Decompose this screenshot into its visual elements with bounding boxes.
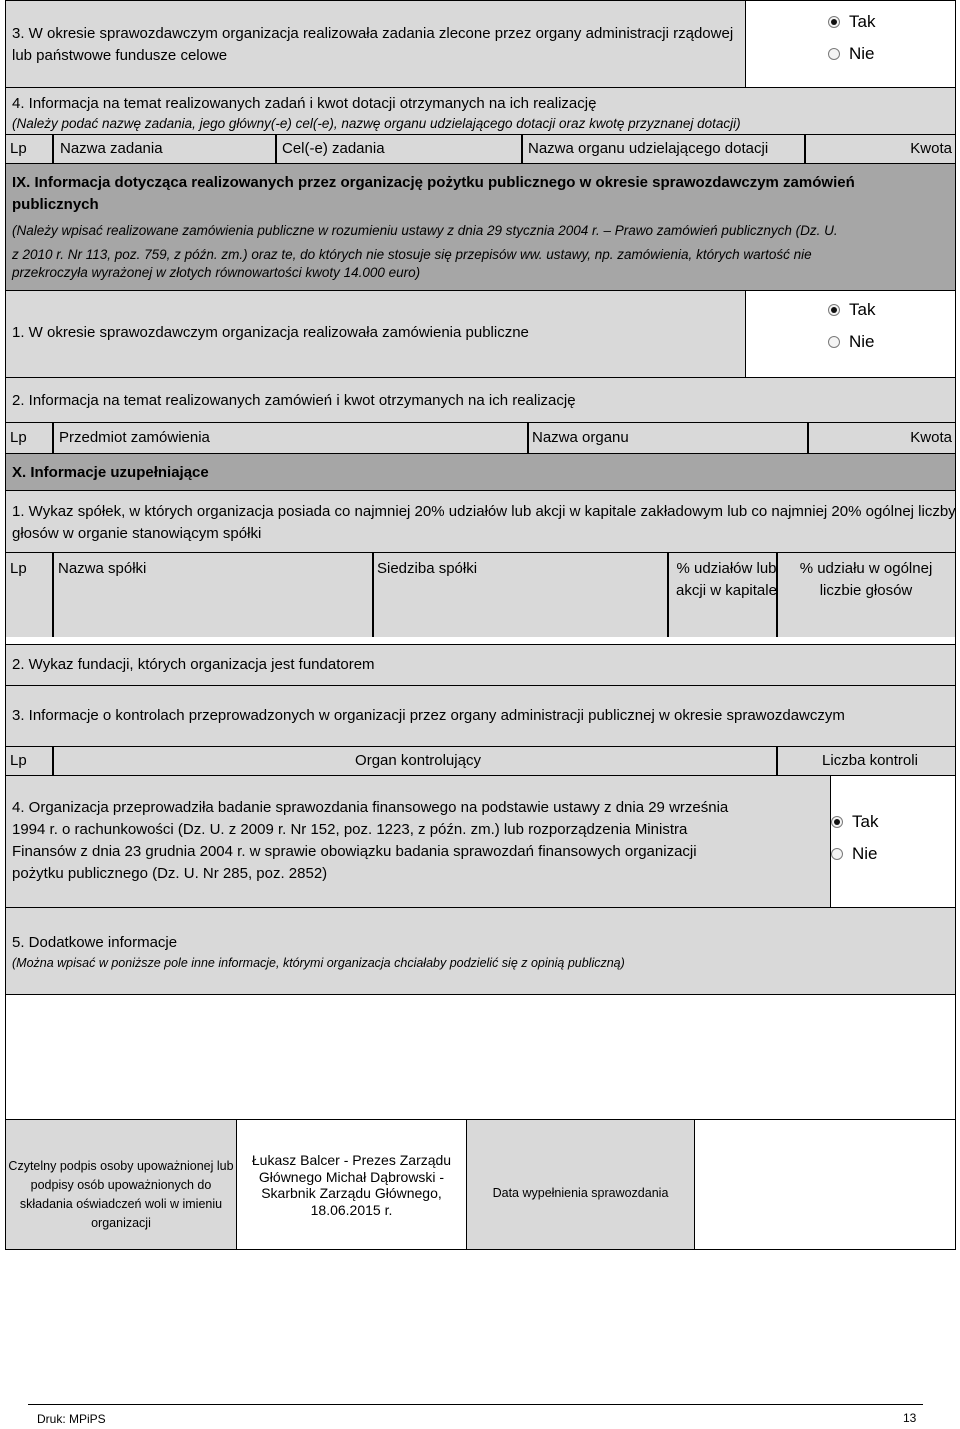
divider bbox=[52, 552, 54, 638]
q4-col-authority: Nazwa organu udzielającego dotacji bbox=[528, 140, 769, 157]
q4-table-header bbox=[5, 134, 956, 164]
signature-label: Czytelny podpis osoby upoważnionej lub podpisy osób upoważnionych do składania oświadczeń woli w imieniu organizacji bbox=[8, 1159, 234, 1230]
s9-q1-question-cell bbox=[5, 290, 746, 378]
s9-q2-text: 2. Informacja na temat realizowanych zamówień i kwot otrzymanych na ich realizację bbox=[12, 392, 576, 409]
radio-checked-icon[interactable] bbox=[828, 16, 840, 28]
date-value-cell[interactable] bbox=[694, 1119, 956, 1250]
divider bbox=[275, 134, 277, 164]
divider bbox=[527, 422, 529, 454]
q3-radio-group bbox=[828, 6, 875, 70]
divider bbox=[372, 552, 374, 638]
s10-q1-table-header bbox=[5, 552, 956, 638]
s9-q2-col-amount: Kwota bbox=[910, 429, 952, 446]
divider bbox=[52, 422, 54, 454]
radio-checked-icon[interactable] bbox=[828, 304, 840, 316]
divider bbox=[804, 134, 806, 164]
q4-title: 4. Informacja na temat realizowanych zadań i kwot dotacji otrzymanych na ich realizację bbox=[12, 95, 597, 112]
radio-checked-icon[interactable] bbox=[831, 816, 843, 828]
s9-q1-text: 1. W okresie sprawozdawczym organizacja realizowała zamówienia publiczne bbox=[12, 324, 529, 341]
s9-q2-col-authority: Nazwa organu bbox=[532, 429, 629, 446]
s9-q1-option-yes[interactable]: Tak bbox=[828, 294, 875, 326]
s9-title: IX. Informacja dotycząca realizowanych przez organizację pożytku publicznego w okresie sprawozdawczym zamówień publicznych bbox=[12, 174, 855, 213]
s9-note-line2: z 2010 r. Nr 113, poz. 759, z późn. zm.) oraz te, do których nie stosuje się przepisów ww. ustawy, np. zamówienia, których wartość nie bbox=[12, 247, 812, 262]
q4-header-cell bbox=[5, 87, 956, 135]
q3-question-text: 3. W okresie sprawozdawczym organizacja realizowała zadania zlecone przez organy administracji rządowej lub państwowe fundusze celowe bbox=[12, 25, 734, 64]
s10-q5-title: 5. Dodatkowe informacje bbox=[12, 934, 178, 951]
q3-answer-cell bbox=[745, 0, 956, 88]
s10-q1-col-votes: % udziału w ogólnej liczbie głosów bbox=[799, 560, 933, 599]
s10-q3-cell bbox=[5, 685, 956, 747]
s10-q4-option-yes[interactable]: Tak bbox=[831, 806, 878, 838]
s10-q5-input-area[interactable] bbox=[5, 994, 956, 1120]
s9-q2-table-header bbox=[5, 422, 956, 454]
q3-option-yes[interactable]: Tak bbox=[828, 6, 875, 38]
divider bbox=[776, 746, 778, 776]
s10-q1-col-lp: Lp bbox=[10, 560, 27, 577]
s9-q2-col-subject: Przedmiot zamówienia bbox=[59, 429, 210, 446]
q3-option-no[interactable]: Nie bbox=[828, 38, 875, 70]
s10-q3-table-header bbox=[5, 746, 956, 776]
s10-header-cell bbox=[5, 453, 956, 491]
q3-question-cell bbox=[5, 0, 746, 88]
s10-q1-col-company: Nazwa spółki bbox=[58, 560, 147, 577]
q4-col-lp: Lp bbox=[10, 140, 27, 157]
s10-q5-note: (Można wpisać w poniższe pole inne informacje, którymi organizacja chciałaby podzielić się z opinią publiczną) bbox=[12, 956, 625, 970]
divider bbox=[667, 552, 669, 638]
s10-q2-text: 2. Wykaz fundacji, których organizacja jest fundatorem bbox=[12, 656, 375, 673]
date-label: Data wypełnienia sprawozdania bbox=[492, 1186, 669, 1200]
footer-rule bbox=[28, 1404, 923, 1405]
s10-q4-radio-group bbox=[831, 806, 878, 870]
q4-col-amount: Kwota bbox=[910, 140, 952, 157]
radio-unchecked-icon[interactable] bbox=[831, 848, 843, 860]
s10-q2-cell bbox=[5, 644, 956, 686]
s10-q3-text: 3. Informacje o kontrolach przeprowadzonych w organizacji przez organy administracji publicznej w okresie sprawozdawczym bbox=[12, 707, 845, 724]
q4-col-task-goal: Cel(-e) zadania bbox=[282, 140, 385, 157]
page-number: 13 bbox=[903, 1411, 917, 1425]
signature-value-cell[interactable] bbox=[236, 1119, 467, 1250]
s10-q3-col-lp: Lp bbox=[10, 752, 27, 769]
s10-q4-question-cell bbox=[5, 775, 831, 908]
s9-q1-answer-cell bbox=[745, 290, 956, 378]
radio-unchecked-icon[interactable] bbox=[828, 48, 840, 60]
signature-value: Łukasz Balcer - Prezes Zarządu Głównego Michał Dąbrowski - Skarbnik Zarządu Głównego, 18.06.2015 r. bbox=[251, 1152, 452, 1218]
s9-q1-option-no[interactable]: Nie bbox=[828, 326, 875, 358]
s10-q1-header-cell bbox=[5, 490, 956, 553]
s10-q5-header-cell bbox=[5, 907, 956, 995]
s10-q4-text: 4. Organizacja przeprowadziła badanie sprawozdania finansowego na podstawie ustawy z dnia 29 września 1994 r. o rachunkowości (Dz. U. z 2009 r. Nr 152, poz. 1223, z późn. zm.) lub rozporządzenia Ministra Finansów z dnia 23 grudnia 2004 r. w sprawie obowiązku badania sprawozdań finansowych organizacji pożytku publicznego (Dz. U. Nr 285, poz. 2852) bbox=[12, 799, 729, 882]
s10-q1-col-seat: Siedziba spółki bbox=[377, 560, 478, 577]
date-label-cell bbox=[466, 1119, 695, 1250]
s9-note-line3: przekroczyła wyrażonej w złotych równowartości kwoty 14.000 euro) bbox=[12, 265, 421, 280]
q4-note: (Należy podać nazwę zadania, jego główny(-e) cel(-e), nazwę organu udzielającego dotacji oraz kwotę przyznanej dotacji) bbox=[12, 116, 741, 131]
signature-label-cell bbox=[5, 1119, 237, 1250]
s10-title: X. Informacje uzupełniające bbox=[12, 464, 209, 481]
s9-q1-radio-group bbox=[828, 294, 875, 358]
s10-q3-col-authority: Organ kontrolujący bbox=[355, 752, 481, 769]
q4-col-task-name: Nazwa zadania bbox=[60, 140, 163, 157]
s10-q3-col-count: Liczba kontroli bbox=[822, 752, 918, 769]
radio-unchecked-icon[interactable] bbox=[828, 336, 840, 348]
s9-note-line1: (Należy wpisać realizowane zamówienia publiczne w rozumieniu ustawy z dnia 29 stycznia 2004 r. – Prawo zamówień publicznych (Dz. U. bbox=[12, 223, 838, 238]
s10-q1-col-shares: % udziałów lub akcji w kapitale bbox=[676, 560, 777, 599]
s9-q2-col-lp: Lp bbox=[10, 429, 27, 446]
divider bbox=[807, 422, 809, 454]
s9-q2-header-cell bbox=[5, 377, 956, 423]
divider bbox=[776, 552, 778, 638]
s9-header-cell bbox=[5, 163, 956, 291]
divider bbox=[521, 134, 523, 164]
divider bbox=[52, 746, 54, 776]
footer-print: Druk: MPiPS bbox=[37, 1412, 106, 1426]
s10-q4-answer-cell bbox=[830, 775, 956, 908]
s10-q1-text: 1. Wykaz spółek, w których organizacja posiada co najmniej 20% udziałów lub akcji w kapitale zakładowym lub co najmniej 20% ogólnej liczby głosów w organie stanowiącym spółki bbox=[12, 503, 956, 542]
s10-q4-option-no[interactable]: Nie bbox=[831, 838, 878, 870]
divider bbox=[52, 134, 54, 164]
